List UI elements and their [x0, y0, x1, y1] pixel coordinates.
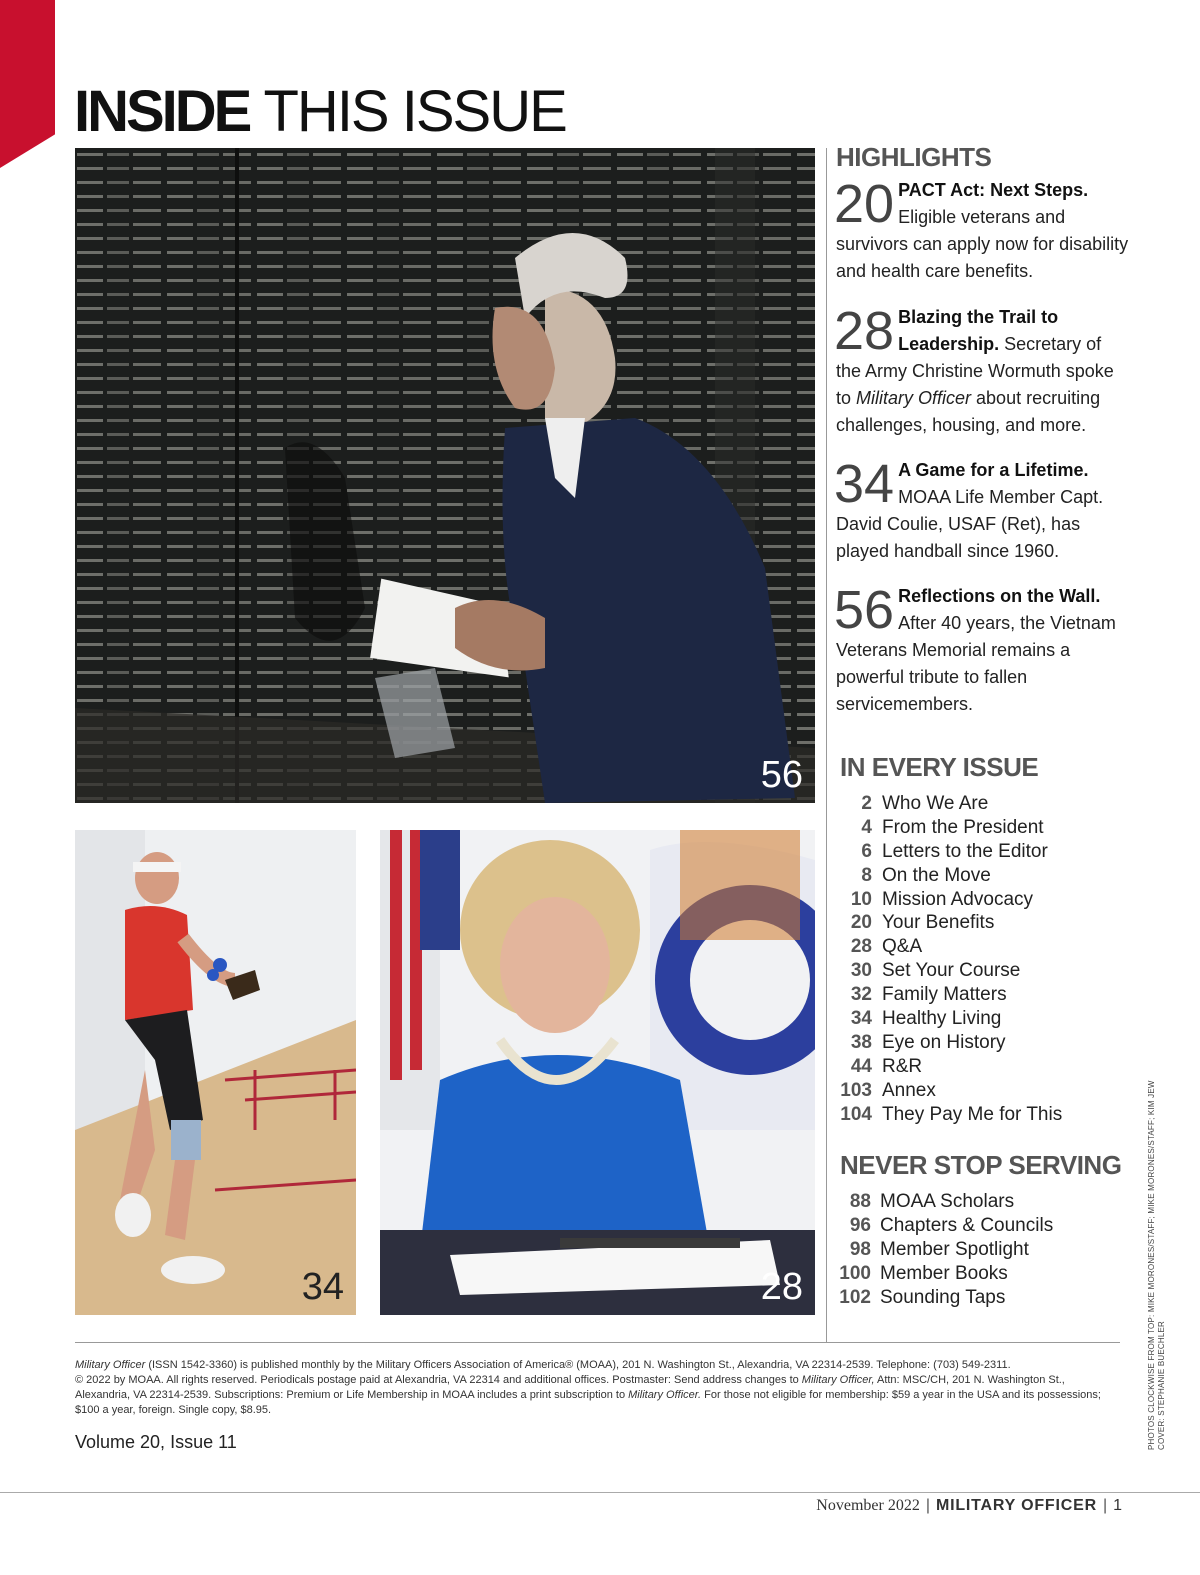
handball-image [75, 830, 356, 1315]
toc-item-name: Your Benefits [882, 912, 995, 934]
footer-rule [0, 1492, 1200, 1493]
photo-handball-player [75, 830, 356, 1315]
toc-page-number: 44 [850, 1055, 872, 1077]
toc-item-name: Mission Advocacy [882, 888, 1034, 910]
toc-item-name: They Pay Me for This [882, 1103, 1063, 1125]
toc-item-name: From the President [882, 816, 1044, 838]
toc-item[interactable] [838, 1007, 1128, 1031]
publication-statement: (ISSN 1542-3360) is published monthly by the Military Officers Association of America® (MOAA), 201 N. Washington St., Alexandria, VA 22314-2539. Telephone: (703) 549-2311. [145, 1359, 1011, 1371]
toc-page-number: 34 [850, 1008, 872, 1030]
highlight-title: A Game for a Lifetime. [898, 460, 1089, 480]
toc-item[interactable] [838, 864, 1128, 888]
toc-item[interactable] [838, 959, 1128, 983]
toc-item-name: Sounding Taps [880, 1286, 1006, 1308]
red-corner-tab [0, 0, 55, 168]
highlight-description-italic: Military Officer [856, 388, 972, 408]
toc-page-number: 103 [840, 1079, 872, 1101]
footer-magazine: MILITARY OFFICER [935, 1497, 1097, 1514]
copyright-statement: © 2022 by MOAA. All rights reserved. Periodicals postage paid at Alexandria, VA 22314 and additional offices. Postmaster: Send address changes to [75, 1374, 802, 1386]
highlight-description-end: about recruiting challenges, housing, and more. [836, 388, 1101, 435]
volume-issue: Volume 20, Issue 11 [75, 1432, 237, 1452]
section-divider [75, 1342, 1120, 1343]
toc-item-name: MOAA Scholars [880, 1191, 1015, 1212]
toc-item-name: Set Your Course [882, 960, 1021, 982]
highlight-page-number: 28 [834, 301, 895, 361]
toc-item-name: R&R [882, 1055, 923, 1077]
toc-item-name: Letters to the Editor [882, 840, 1048, 862]
toc-page-number: 30 [850, 960, 872, 982]
footer-separator: | [1102, 1497, 1108, 1514]
toc-item[interactable] [838, 1055, 1128, 1079]
footer-month: November 2022 [816, 1497, 920, 1514]
footer-separator: | [925, 1497, 930, 1514]
highlight-page-number: 56 [834, 580, 895, 640]
toc-page-number: 8 [861, 864, 872, 886]
photo-page-number: 56 [760, 754, 803, 796]
highlight-item[interactable] [834, 580, 1131, 718]
toc-item-name: Member Spotlight [880, 1238, 1029, 1260]
toc-item[interactable] [838, 1103, 1128, 1127]
never-stop-serving-list [838, 1190, 1128, 1309]
publication-info [75, 1358, 1115, 1418]
toc-page-number: 100 [839, 1262, 871, 1284]
photo-credits-line: PHOTOS CLOCKWISE FROM TOP: MIKE MORONES/STAFF; MIKE MORONES/STAFF; KIM JEW [1147, 1080, 1156, 1450]
toc-item[interactable] [838, 1262, 1128, 1286]
page-title-light: THIS ISSUE [263, 79, 566, 144]
photo-page-number: 28 [760, 1266, 803, 1308]
highlight-title: Reflections on the Wall. [898, 586, 1101, 606]
toc-page-number: 32 [850, 984, 872, 1006]
magazine-name-italic: Military Officer, [801, 1374, 875, 1386]
photo-credits [1147, 1080, 1167, 1450]
highlight-title: Blazing the Trail to Leadership. [898, 307, 1059, 354]
toc-page-number: 38 [850, 1031, 872, 1053]
publication-info-line2 [75, 1373, 1115, 1418]
toc-page-number: 98 [849, 1238, 871, 1260]
toc-item[interactable] [838, 1214, 1128, 1238]
highlight-item[interactable] [834, 174, 1131, 285]
highlight-item[interactable] [834, 454, 1131, 565]
toc-item[interactable] [838, 1031, 1128, 1055]
footer-page-number: 1 [1113, 1497, 1122, 1514]
toc-item-name: On the Move [882, 864, 991, 886]
toc-page-number: 20 [850, 912, 872, 934]
toc-item[interactable] [838, 911, 1128, 935]
toc-page-number: 6 [861, 840, 872, 862]
in-every-issue-list [838, 792, 1128, 1126]
toc-item-name: Annex [882, 1079, 936, 1101]
toc-item[interactable] [838, 792, 1128, 816]
toc-item-name: Who We Are [882, 793, 989, 814]
magazine-name-italic: Military Officer. [628, 1389, 702, 1401]
highlights-heading: HIGHLIGHTS [836, 142, 992, 172]
toc-page-number: 4 [861, 816, 872, 838]
toc-item[interactable] [838, 1238, 1128, 1262]
secretary-image [380, 830, 815, 1315]
toc-page-number: 2 [861, 793, 872, 814]
address-statement: Attn: MSC/CH, 201 N. Washington St., Alexandria, VA 22314-2539. Subscriptions: Premium or Life Membership in MOAA includes a print subscription to [75, 1374, 1065, 1401]
photo-memorial-wall [75, 148, 815, 803]
toc-page-number: 88 [849, 1191, 871, 1212]
highlight-page-number: 20 [834, 174, 895, 234]
toc-item-name: Family Matters [882, 984, 1007, 1006]
toc-item[interactable] [838, 888, 1128, 912]
publication-info-line1 [75, 1358, 1115, 1373]
page-footer [816, 1497, 1122, 1515]
magazine-name-italic: Military Officer [75, 1359, 146, 1371]
photo-secretary-army [380, 830, 815, 1315]
cover-credit-line: COVER: STEPHANIE BUECHLER [1157, 1320, 1166, 1450]
toc-item[interactable] [838, 935, 1128, 959]
toc-item-name: Member Books [880, 1262, 1008, 1284]
toc-item[interactable] [838, 840, 1128, 864]
never-stop-serving-heading: NEVER STOP SERVING [840, 1150, 1122, 1180]
memorial-wall-image [75, 148, 815, 803]
toc-item-name: Q&A [882, 936, 923, 958]
highlight-description: MOAA Life Member Capt. David Coulie, USAF (Ret), has played handball since 1960. [836, 487, 1104, 561]
highlight-description: Eligible veterans and survivors can apply now for disability and health care benefits. [836, 207, 1129, 281]
photo-page-number: 34 [301, 1266, 344, 1308]
subscription-statement: For those not eligible for membership: $59 a year in the USA and its possessions; $100 a year, foreign. Single copy, $8.95. [75, 1389, 1101, 1416]
toc-item-name: Eye on History [882, 1031, 1006, 1053]
toc-page-number: 96 [849, 1214, 871, 1236]
in-every-issue-heading: IN EVERY ISSUE [840, 752, 1039, 782]
toc-item[interactable] [838, 983, 1128, 1007]
toc-page-number: 28 [850, 936, 872, 958]
toc-page-number: 104 [840, 1103, 872, 1125]
highlight-description: Secretary of the Army Christine Wormuth spoke to [836, 334, 1114, 408]
column-divider [826, 148, 827, 1343]
toc-item[interactable] [838, 1286, 1128, 1310]
toc-item[interactable] [838, 1079, 1128, 1103]
toc-item[interactable] [838, 816, 1128, 840]
highlight-page-number: 34 [834, 454, 895, 514]
highlight-description: After 40 years, the Vietnam Veterans Memorial remains a powerful tribute to fallen servicemembers. [836, 613, 1116, 714]
toc-item[interactable] [838, 1190, 1128, 1214]
highlight-title: PACT Act: Next Steps. [898, 180, 1089, 200]
toc-item-name: Healthy Living [882, 1008, 1002, 1030]
toc-item-name: Chapters & Councils [880, 1214, 1054, 1236]
toc-page-number: 102 [839, 1286, 871, 1308]
toc-page-number: 10 [850, 888, 872, 910]
highlight-item[interactable] [834, 301, 1131, 439]
page-title-bold: INSIDE [74, 79, 250, 144]
page-title [74, 80, 566, 144]
